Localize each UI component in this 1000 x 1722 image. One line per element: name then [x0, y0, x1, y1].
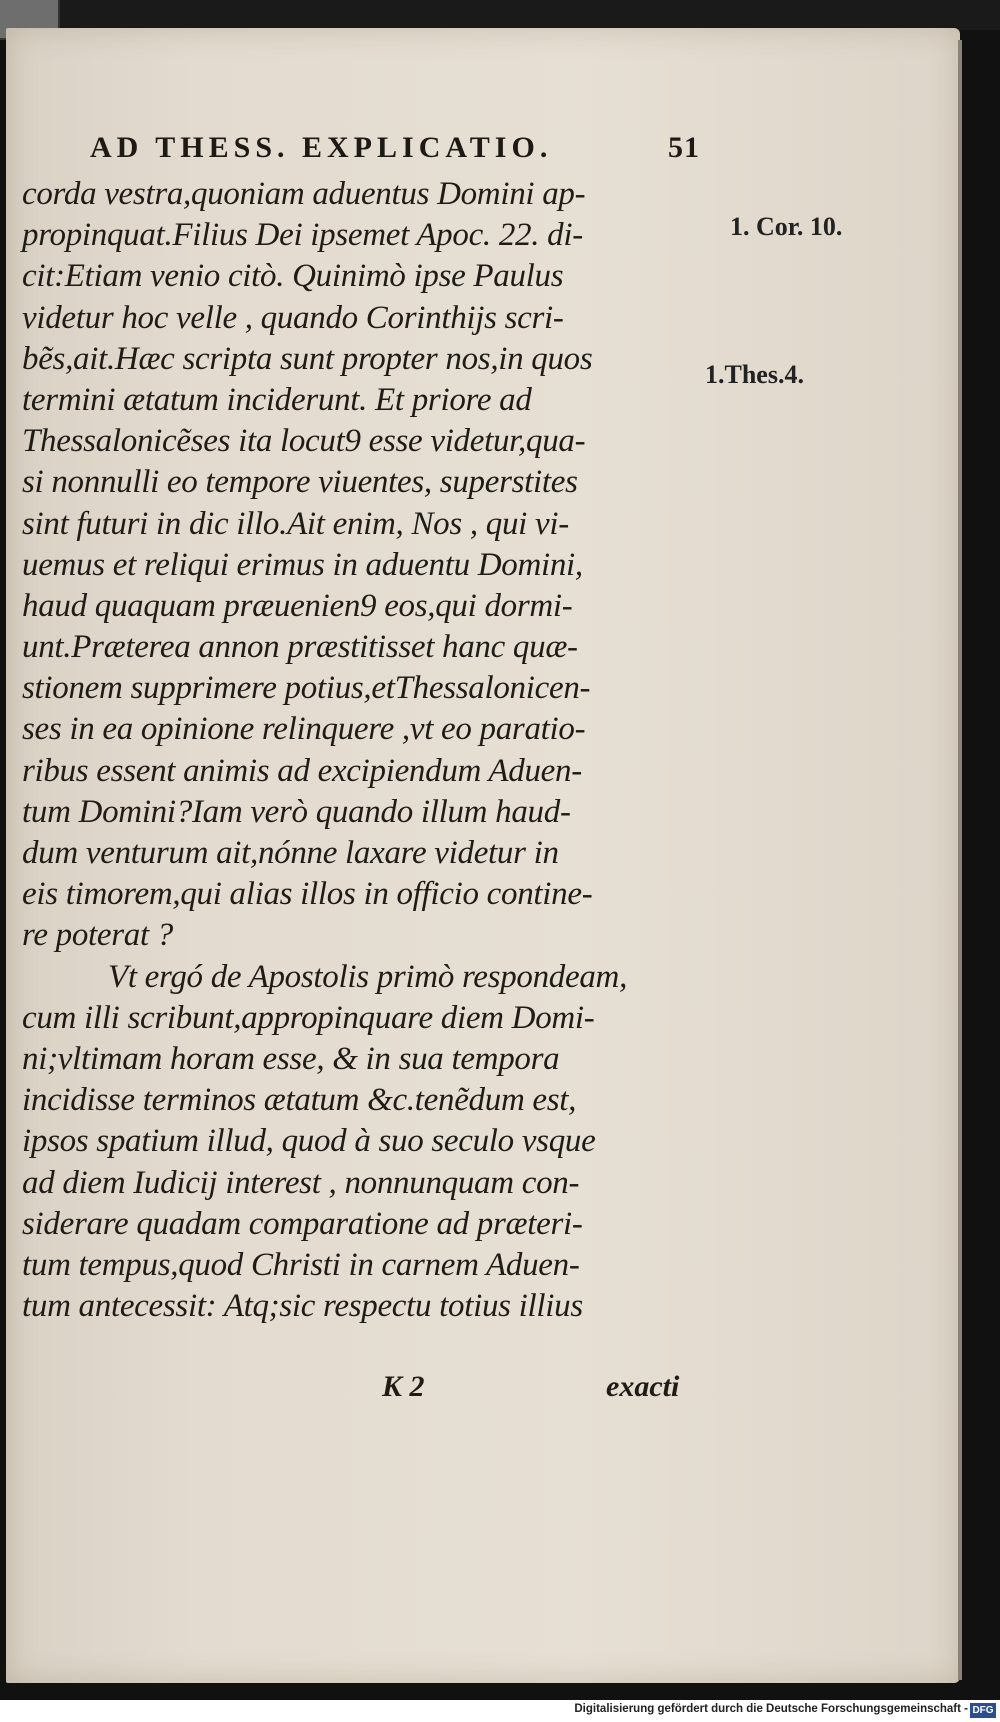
text-line: bẽs,ait.Hæc scripta sunt propter nos,in quos	[22, 340, 593, 377]
running-head-title: AD THESS. EXPLICATIO.	[90, 131, 553, 164]
text-line: re poterat ?	[22, 917, 173, 954]
text-line: cum illi scribunt,appropinquare diem Domi-	[22, 999, 595, 1036]
text-line: dum venturum ait,nónne laxare videtur in	[22, 835, 559, 871]
running-head	[90, 128, 700, 168]
text-line: ni;vltimam horam esse, & in sua tempora	[22, 1040, 560, 1077]
signature-mark: K 2	[382, 1370, 425, 1403]
text-line: incidisse terminos ætatum &c.tenẽdum est,	[22, 1082, 577, 1119]
dfg-logo-icon: DFG	[970, 1703, 996, 1718]
text-line: videtur hoc velle , quando Corinthijs scri-	[22, 299, 564, 336]
text-line: ipsos spatium illud, quod à suo seculo vsque	[22, 1123, 596, 1160]
text-line: tum antecessit: Atq;sic respectu totius illius	[22, 1288, 583, 1325]
scanner-top-edge	[0, 0, 1000, 30]
text-line: propinquat.Filius Dei ipsemet Apoc. 22. di-	[22, 217, 583, 254]
text-line: tum tempus,quod Christi in carnem Aduen-	[22, 1246, 580, 1283]
margin-note-1: 1. Cor. 10.	[730, 212, 843, 241]
catchword: exacti	[606, 1370, 680, 1403]
text-line: Vt ergó de Apostolis primò respondeam,	[108, 958, 628, 995]
text-line: ad diem Iudicij interest , nonnunquam con-	[22, 1164, 580, 1201]
text-line: corda vestra,quoniam aduentus Domini ap-	[22, 176, 586, 212]
body-text	[22, 174, 712, 1327]
text-line: termini ætatum inciderunt. Et priore ad	[22, 381, 532, 418]
text-line: ribus essent animis ad excipiendum Aduen-	[22, 752, 582, 789]
page-number: 51	[668, 131, 700, 164]
margin-note-2: 1.Thes.4.	[705, 360, 804, 389]
text-line: uemus et reliqui erimus in aduentu Domini,	[22, 546, 583, 583]
credit-text: Digitalisierung gefördert durch die Deutsche Forschungsgemeinschaft -	[574, 1703, 968, 1715]
text-line: haud quaquam præuenien9 eos,qui dormi-	[22, 587, 573, 624]
credit-bar	[0, 1700, 1000, 1722]
page-footer	[22, 1370, 712, 1410]
text-line: cit:Etiam venio citò. Quinimò ipse Paulus	[22, 258, 564, 295]
text-line: Thessalonicẽses ita locut9 esse videtur,qua-	[22, 423, 586, 460]
text-line: si nonnulli eo tempore viuentes, superstites	[22, 464, 578, 501]
text-line: tum Domini?Iam verò quando illum haud-	[22, 793, 571, 830]
text-line: unt.Præterea annon præstitisset hanc quæ-	[22, 629, 578, 666]
text-line: siderare quadam comparatione ad præteri-	[22, 1205, 583, 1242]
text-line: ses in ea opinione relinquere ,vt eo paratio-	[22, 711, 586, 748]
text-line: eis timorem,qui alias illos in officio contine-	[22, 876, 593, 913]
text-line: stionem supprimere potius,etThessalonicen-	[22, 670, 591, 707]
text-line: sint futuri in dic illo.Ait enim, Nos , qui vi-	[22, 505, 569, 542]
page-edge	[958, 40, 962, 1680]
